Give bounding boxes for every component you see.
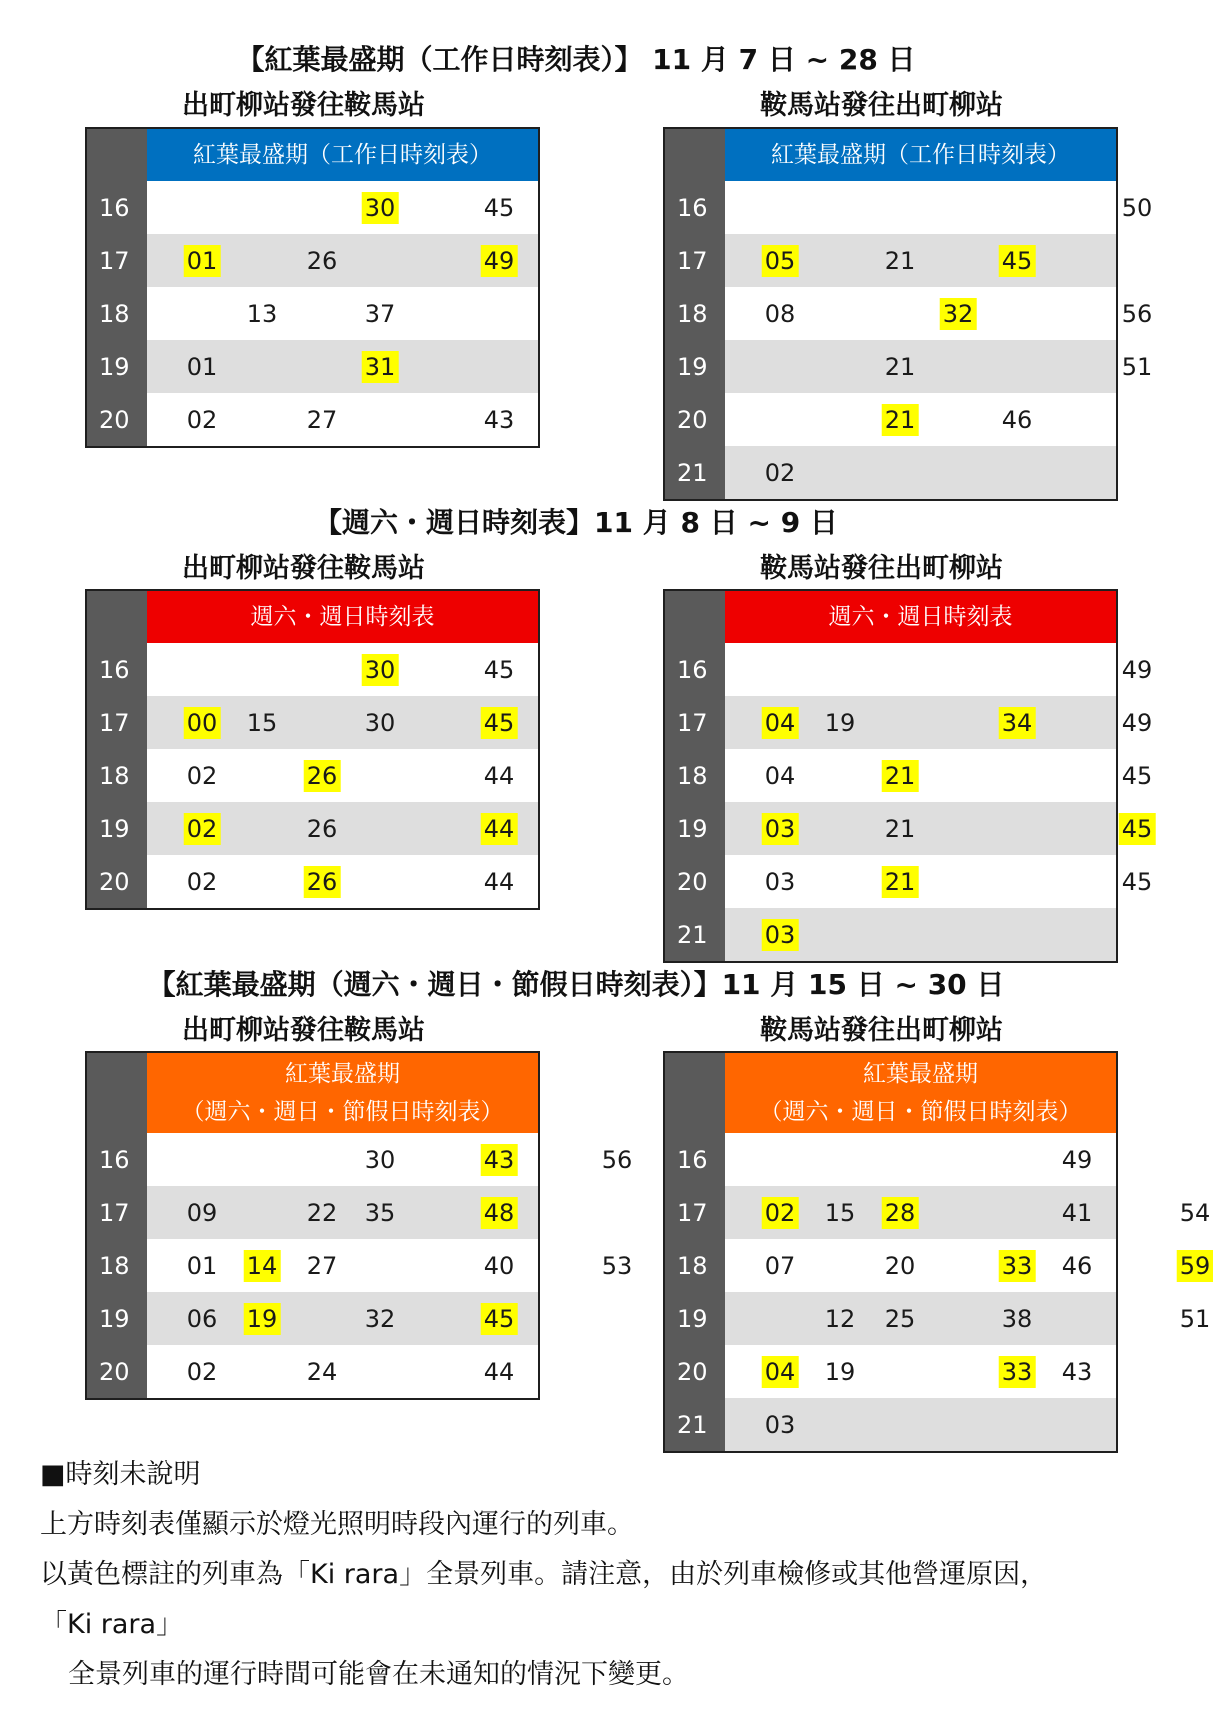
header-line: （週六・週日・節假日時刻表） [181, 1099, 504, 1125]
hour-label: 20 [87, 855, 147, 908]
timetable-weekday-demachiyanagi-to-kurama [85, 127, 540, 448]
minute-cells [147, 234, 538, 287]
departure-minute: 02 [186, 761, 218, 790]
minute-cells [725, 340, 1153, 393]
departure-minute: 09 [186, 1198, 218, 1227]
departure-minute-kirara: 45 [481, 707, 518, 739]
departure-minute: 45 [1121, 761, 1153, 790]
timetable-row [665, 287, 1153, 340]
hour-label: 20 [665, 393, 725, 446]
departure-minute: 44 [483, 761, 515, 790]
notes-line-4: 全景列車的運行時間可能會在未通知的情況下變更。 [68, 1659, 689, 1690]
departure-minute: 15 [824, 1198, 856, 1227]
minute-cells [147, 1186, 538, 1239]
departure-minute-kirara: 49 [481, 245, 518, 277]
departure-minute: 24 [306, 1357, 338, 1386]
header-stub [665, 129, 725, 181]
departure-minute-kirara: 33 [999, 1356, 1036, 1388]
departure-minute: 45 [483, 193, 515, 222]
departure-minute-kirara: 28 [882, 1197, 919, 1229]
departure-minute-kirara: 45 [999, 245, 1036, 277]
departure-minute: 40 [483, 1251, 515, 1280]
departure-minute: 50 [1121, 193, 1153, 222]
departure-minute-kirara: 21 [882, 866, 919, 898]
hour-label: 20 [665, 855, 725, 908]
departure-minute-kirara: 04 [762, 1356, 799, 1388]
departure-minute: 49 [1121, 708, 1153, 737]
section-2-left-title: 出町柳站發往鞍馬站 [182, 553, 425, 584]
departure-minute: 15 [246, 708, 278, 737]
notes-heading: ■時刻未說明 [40, 1459, 201, 1490]
timetable-row [87, 393, 538, 446]
hour-label: 19 [665, 340, 725, 393]
minute-cells [725, 287, 1153, 340]
minute-cells [147, 696, 538, 749]
minute-cells [725, 802, 1153, 855]
departure-minute: 27 [306, 1251, 338, 1280]
departure-minute: 02 [186, 405, 218, 434]
timetable-holiday-demachiyanagi-to-kurama [85, 1051, 633, 1400]
header-stub [87, 129, 147, 181]
departure-minute-kirara: 26 [304, 760, 341, 792]
departure-minute: 45 [1121, 867, 1153, 896]
departure-minute-kirara: 02 [762, 1197, 799, 1229]
departure-minute: 01 [186, 352, 218, 381]
timetable-holiday-kurama-to-demachiyanagi [663, 1051, 1211, 1453]
departure-minute: 49 [1061, 1145, 1093, 1174]
hour-label: 18 [87, 287, 147, 340]
notes-line-1: 上方時刻表僅顯示於燈光照明時段內運行的列車。 [40, 1509, 634, 1540]
departure-minute: 01 [186, 1251, 218, 1280]
departure-minute: 49 [1121, 655, 1153, 684]
departure-minute: 46 [1061, 1251, 1093, 1280]
timetable-header-label [147, 129, 538, 181]
timetable-row [665, 855, 1153, 908]
minute-cells [147, 802, 538, 855]
hour-label: 21 [665, 446, 725, 499]
hour-label: 19 [665, 802, 725, 855]
departure-minute: 20 [884, 1251, 916, 1280]
departure-minute: 53 [601, 1251, 633, 1280]
timetable-row [665, 340, 1153, 393]
header-line: （週六・週日・節假日時刻表） [759, 1099, 1082, 1125]
timetable-weekend-kurama-to-demachiyanagi [663, 589, 1153, 963]
timetable-row [87, 340, 538, 393]
hour-label: 17 [665, 696, 725, 749]
hour-label: 18 [87, 749, 147, 802]
departure-minute: 37 [364, 299, 396, 328]
hour-label: 18 [665, 749, 725, 802]
timetable-row [665, 234, 1116, 287]
timetable-row [87, 855, 538, 908]
departure-minute: 46 [1001, 405, 1033, 434]
timetable-row [87, 234, 538, 287]
timetable-header-label [147, 591, 538, 643]
header-stub [87, 591, 147, 643]
timetable-row [665, 908, 1116, 961]
header-stub [87, 1053, 147, 1133]
timetable-row [665, 1239, 1211, 1292]
minute-cells [725, 1239, 1211, 1292]
departure-minute-kirara: 31 [362, 351, 399, 383]
hour-label: 17 [87, 696, 147, 749]
minute-cells [725, 446, 1116, 499]
section-3-title: 【紅葉最盛期（週六・週日・節假日時刻表）】11 月 15 日 ~ 30 日 [147, 968, 1005, 1001]
departure-minute-kirara: 34 [999, 707, 1036, 739]
hour-label: 16 [87, 643, 147, 696]
timetable-row [665, 1133, 1116, 1186]
section-1-left-title: 出町柳站發往鞍馬站 [182, 90, 425, 121]
minute-cells [147, 643, 538, 696]
minute-cells [147, 340, 538, 393]
header-line: 週六・週日時刻表 [828, 604, 1013, 630]
section-1-right-title: 鞍馬站發往出町柳站 [760, 90, 1003, 121]
section-3-left-title: 出町柳站發往鞍馬站 [182, 1015, 425, 1046]
timetable-header [87, 129, 538, 181]
minute-cells [725, 908, 1116, 961]
departure-minute: 43 [1061, 1357, 1093, 1386]
minute-cells [725, 234, 1116, 287]
departure-minute-kirara: 19 [244, 1303, 281, 1335]
timetable-row [87, 696, 538, 749]
departure-minute: 30 [364, 1145, 396, 1174]
minute-cells [725, 855, 1153, 908]
minute-cells [725, 1398, 1116, 1451]
departure-minute: 06 [186, 1304, 218, 1333]
departure-minute: 03 [764, 1410, 796, 1439]
departure-minute-kirara: 45 [1119, 813, 1156, 845]
departure-minute: 30 [364, 708, 396, 737]
minute-cells [725, 1292, 1211, 1345]
departure-minute-kirara: 59 [1177, 1250, 1213, 1282]
hour-label: 17 [87, 1186, 147, 1239]
timetable-row [665, 696, 1153, 749]
hour-label: 18 [665, 287, 725, 340]
hour-label: 16 [665, 643, 725, 696]
departure-minute-kirara: 44 [481, 813, 518, 845]
minute-cells [725, 181, 1153, 234]
departure-minute: 45 [483, 655, 515, 684]
minute-cells [725, 1345, 1116, 1398]
departure-minute-kirara: 02 [184, 813, 221, 845]
section-2-title: 【週六・週日時刻表】11 月 8 日 ~ 9 日 [314, 506, 838, 539]
departure-minute: 26 [306, 814, 338, 843]
departure-minute-kirara: 33 [999, 1250, 1036, 1282]
departure-minute-kirara: 04 [762, 707, 799, 739]
notes-line-2: 以黃色標註的列車為「Ki rara」全景列車。請注意，由於列車檢修或其他營運原因， [40, 1559, 1048, 1590]
departure-minute-kirara: 32 [940, 298, 977, 330]
departure-minute: 21 [884, 352, 916, 381]
hour-label: 19 [87, 802, 147, 855]
timetable-header [665, 1053, 1116, 1133]
timetable-row [665, 1186, 1211, 1239]
hour-label: 21 [665, 1398, 725, 1451]
departure-minute-kirara: 01 [184, 245, 221, 277]
departure-minute: 35 [364, 1198, 396, 1227]
hour-label: 19 [87, 1292, 147, 1345]
section-1-title: 【紅葉最盛期（工作日時刻表）】 11 月 7 日 ~ 28 日 [236, 43, 916, 76]
timetable-row [665, 1398, 1116, 1451]
departure-minute-kirara: 14 [244, 1250, 281, 1282]
hour-label: 17 [665, 234, 725, 287]
timetable-row [87, 287, 538, 340]
minute-cells [725, 1133, 1116, 1186]
hour-label: 19 [665, 1292, 725, 1345]
timetable-row [665, 749, 1153, 802]
hour-label: 21 [665, 908, 725, 961]
timetable-weekend-demachiyanagi-to-kurama [85, 589, 540, 910]
hour-label: 16 [665, 181, 725, 234]
timetable-row [87, 749, 538, 802]
timetable-row [87, 643, 538, 696]
departure-minute: 13 [246, 299, 278, 328]
minute-cells [725, 1186, 1211, 1239]
departure-minute: 19 [824, 1357, 856, 1386]
minute-cells [147, 1292, 538, 1345]
departure-minute-kirara: 45 [481, 1303, 518, 1335]
departure-minute: 25 [884, 1304, 916, 1333]
departure-minute: 02 [186, 1357, 218, 1386]
timetable-row [87, 1292, 538, 1345]
timetable-row [665, 1345, 1116, 1398]
departure-minute: 38 [1001, 1304, 1033, 1333]
timetable-row [87, 1345, 538, 1398]
timetable-row [665, 1292, 1211, 1345]
departure-minute: 26 [306, 246, 338, 275]
departure-minute: 44 [483, 867, 515, 896]
departure-minute: 32 [364, 1304, 396, 1333]
departure-minute-kirara: 43 [481, 1144, 518, 1176]
header-stub [665, 591, 725, 643]
departure-minute: 43 [483, 405, 515, 434]
departure-minute: 21 [884, 814, 916, 843]
departure-minute: 27 [306, 405, 338, 434]
departure-minute: 41 [1061, 1198, 1093, 1227]
notes-line-3: 「Ki rara」 [40, 1609, 184, 1640]
departure-minute: 56 [601, 1145, 633, 1174]
departure-minute: 51 [1121, 352, 1153, 381]
timetable-header-label [725, 129, 1116, 181]
timetable-header-label [725, 591, 1116, 643]
departure-minute-kirara: 03 [762, 919, 799, 951]
minute-cells [725, 749, 1153, 802]
hour-label: 20 [665, 1345, 725, 1398]
departure-minute: 56 [1121, 299, 1153, 328]
timetable-header-label [147, 1053, 538, 1133]
departure-minute-kirara: 30 [362, 654, 399, 686]
header-line: 紅葉最盛期（工作日時刻表） [193, 142, 492, 168]
minute-cells [147, 1133, 633, 1186]
minute-cells [725, 696, 1153, 749]
timetable-row [665, 643, 1153, 696]
departure-minute: 02 [186, 867, 218, 896]
timetable-row [87, 1239, 633, 1292]
departure-minute: 44 [483, 1357, 515, 1386]
departure-minute: 02 [764, 458, 796, 487]
timetable-row [665, 802, 1153, 855]
departure-minute-kirara: 26 [304, 866, 341, 898]
timetable-weekday-kurama-to-demachiyanagi [663, 127, 1153, 501]
departure-minute: 03 [764, 867, 796, 896]
timetable-header [665, 591, 1116, 643]
hour-label: 17 [665, 1186, 725, 1239]
timetable-row [87, 1186, 538, 1239]
timetable-header [665, 129, 1116, 181]
timetable-row [665, 393, 1116, 446]
timetable-header [87, 1053, 538, 1133]
departure-minute: 08 [764, 299, 796, 328]
minute-cells [147, 1239, 633, 1292]
hour-label: 18 [665, 1239, 725, 1292]
departure-minute: 22 [306, 1198, 338, 1227]
minute-cells [147, 181, 538, 234]
hour-label: 16 [665, 1133, 725, 1186]
minute-cells [147, 749, 538, 802]
header-line: 週六・週日時刻表 [250, 604, 435, 630]
minute-cells [147, 1345, 538, 1398]
departure-minute: 51 [1179, 1304, 1211, 1333]
section-2-right-title: 鞍馬站發往出町柳站 [760, 553, 1003, 584]
hour-label: 18 [87, 1239, 147, 1292]
header-line: 紅葉最盛期 [863, 1061, 978, 1087]
minute-cells [147, 287, 538, 340]
timetable-row [87, 802, 538, 855]
hour-label: 16 [87, 1133, 147, 1186]
header-line: 紅葉最盛期（工作日時刻表） [771, 142, 1070, 168]
header-line: 紅葉最盛期 [285, 1061, 400, 1087]
departure-minute-kirara: 21 [882, 404, 919, 436]
timetable-row [665, 181, 1153, 234]
departure-minute: 54 [1179, 1198, 1211, 1227]
departure-minute-kirara: 48 [481, 1197, 518, 1229]
hour-label: 17 [87, 234, 147, 287]
departure-minute: 12 [824, 1304, 856, 1333]
timetable-header-label [725, 1053, 1116, 1133]
minute-cells [725, 393, 1116, 446]
departure-minute-kirara: 21 [882, 760, 919, 792]
section-3-right-title: 鞍馬站發往出町柳站 [760, 1015, 1003, 1046]
departure-minute-kirara: 03 [762, 813, 799, 845]
hour-label: 20 [87, 1345, 147, 1398]
departure-minute-kirara: 30 [362, 192, 399, 224]
departure-minute-kirara: 00 [184, 707, 221, 739]
departure-minute-kirara: 05 [762, 245, 799, 277]
minute-cells [725, 643, 1153, 696]
timetable-row [87, 1133, 633, 1186]
departure-minute: 21 [884, 246, 916, 275]
hour-label: 20 [87, 393, 147, 446]
hour-label: 16 [87, 181, 147, 234]
departure-minute: 07 [764, 1251, 796, 1280]
timetable-row [665, 446, 1116, 499]
hour-label: 19 [87, 340, 147, 393]
header-stub [665, 1053, 725, 1133]
minute-cells [147, 855, 538, 908]
timetable-header [87, 591, 538, 643]
departure-minute: 04 [764, 761, 796, 790]
departure-minute: 19 [824, 708, 856, 737]
timetable-row [87, 181, 538, 234]
minute-cells [147, 393, 538, 446]
